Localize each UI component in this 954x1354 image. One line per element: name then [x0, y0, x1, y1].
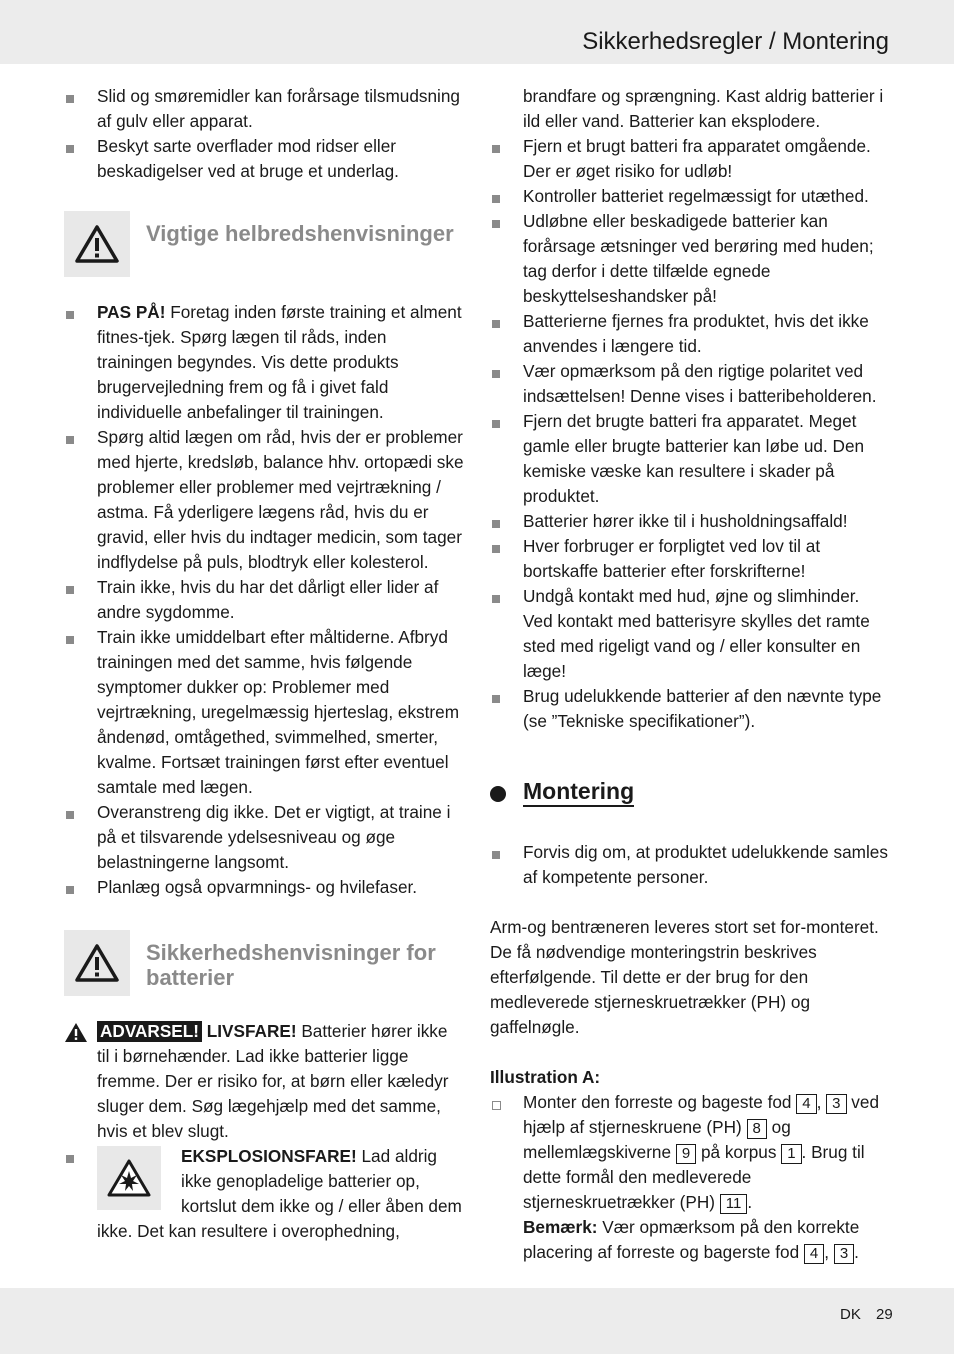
step-list: [490, 1090, 892, 1265]
page-footer: [0, 1288, 954, 1354]
warning-badge: ADVARSEL!: [97, 1021, 202, 1042]
list-item: Forvis dig om, at produktet udelukkende samles af kompetente personer.: [490, 840, 892, 890]
list-item: Train ikke, hvis du har det dårligt eller lider af andre sygdomme.: [64, 575, 464, 625]
battery-list: [64, 1019, 464, 1244]
step-text: Monter den forreste og bageste fod: [523, 1092, 797, 1112]
list-item: Overanstreng dig ikke. Det er vigtigt, at traine i på et tilsvarende ydelsesniveau og øge belastningerne langsomt.: [64, 800, 464, 875]
page-title: Sikkerhedsregler / Montering: [582, 28, 889, 55]
part-number: 11: [720, 1194, 748, 1214]
warning-icon: [64, 211, 130, 277]
list-item: Fjern et brugt batteri fra apparatet omgående. Der er øget risiko for udløb!: [490, 134, 892, 184]
warning-triangle-icon: [64, 1022, 88, 1050]
list-item: Udløbne eller beskadigede batterier kan forårsage ætsninger ved berøring med huden; tag derfor i dette tilfælde egnede beskyttelseshandsker på!: [490, 209, 892, 309]
list-item: Undgå kontakt med hud, øjne og slimhinder. Ved kontakt med batterisyre skylles det ramte sted med rigeligt vand og / eller konsulter en læge!: [490, 584, 892, 684]
part-number: 9: [676, 1144, 696, 1164]
part-number: 4: [796, 1094, 816, 1114]
step-text: Vær opmærksom på den korrekte placering af forreste og bagerste fod: [523, 1217, 860, 1262]
continued-text: brandfare og sprængning. Kast aldrig batterier i ild eller vand. Batterier kan eksplodere.: [523, 86, 884, 131]
list-item: Batterier hører ikke til i husholdningsaffald!: [490, 509, 892, 534]
step-text: ved hjælp af stjerneskruene (PH): [523, 1092, 880, 1137]
list-item: Slid og smøremidler kan forårsage tilsmudsning af gulv eller apparat.: [64, 84, 464, 134]
left-column: [64, 84, 464, 1244]
step-text: på korpus: [696, 1142, 782, 1162]
bullet-dot-icon: [490, 786, 506, 802]
list-item: [64, 1144, 464, 1244]
right-column: [490, 84, 892, 1265]
list-item-text: Foretag inden første training et alment fitnes-tjek. Spørg lægen til råds, inden trainingen begyndes. Vis dette produkts brugervejledning frem og få i givet fald individuelle anbefalinger til trainingen.: [97, 302, 462, 422]
list-item: Planlæg også opvarmnings- og hvilefaser.: [64, 875, 464, 900]
montering-paragraph: Arm-og bentræneren leveres stort set for-monteret. De få nødvendige monteringstrin beskrives efterfølgende. Til dette er der brug for den medleverede stjerneskruetrækker (PH) og gaffelnøgle.: [490, 917, 879, 1037]
list-item: Vær opmærksom på den rigtige polaritet ved indsættelsen! Denne vises i batteribeholderen.: [490, 359, 892, 409]
caution-label: PAS PÅ!: [97, 302, 166, 322]
list-item: Train ikke umiddelbart efter måltiderne. Afbryd trainingen med det samme, hvis følgende symptomer dukker op: Problemer med vejrtrækning, uregelmæssig hjerteslag, ekstrem åndenød, omtågethed, svimmelhed, smerter, kvalme. Fortsæt trainingen først efter eventuel samtale med lægen.: [64, 625, 464, 800]
section-title: Montering: [523, 778, 634, 807]
danger-label: LIVSFARE!: [206, 1021, 297, 1041]
list-item-text: Batterier hører ikke til i børnehænder. Lad ikke batterier ligge fremme. Der er risiko for, at børn eller kæledyr sluger dem. Søg lægehjælp med det samme, hvis et blev slugt.: [97, 1021, 449, 1141]
list-item: [64, 300, 464, 425]
montering-heading: [490, 778, 892, 808]
intro-list: [64, 84, 464, 184]
section-title: Sikkerhedshenvisninger for batterier: [146, 940, 436, 990]
montering-list: [490, 840, 892, 890]
part-number: 4: [804, 1244, 824, 1264]
list-item: Beskyt sarte overflader mod ridser eller beskadigelser ved at bruge et underlag.: [64, 134, 464, 184]
list-item: Fjern det brugte batteri fra apparatet. Meget gamle eller brugte batterier kan løbe ud. Den kemiske væske kan resultere i skader på produktet.: [490, 409, 892, 509]
step-text: ,: [824, 1242, 834, 1262]
step-text: .: [854, 1242, 859, 1262]
health-list: [64, 300, 464, 900]
step-text: ,: [816, 1092, 827, 1112]
explosion-hazard-icon: [97, 1146, 161, 1210]
illustration-heading: Illustration A:: [490, 1067, 601, 1087]
list-item: [64, 1019, 464, 1144]
list-item-text: Lad aldrig ikke genopladelige batterier op, kortslut dem ikke og / eller åben dem ikke. Det kan resultere i overophedning,: [97, 1146, 462, 1241]
health-section-heading: [64, 211, 464, 277]
part-number: 8: [747, 1119, 767, 1139]
part-number: 3: [826, 1094, 846, 1114]
part-number: 3: [834, 1244, 854, 1264]
step-text: og mellemlægskiverne: [523, 1117, 791, 1162]
explosion-label: EKSPLOSIONSFARE!: [181, 1146, 357, 1166]
step-text: .: [747, 1192, 753, 1212]
section-title: Vigtige helbredshenvisninger: [146, 221, 454, 246]
page-header: [0, 0, 954, 64]
list-item: Hver forbruger er forpligtet ved lov til at bortskaffe batterier efter forskrifterne!: [490, 534, 892, 584]
page-number: 29: [876, 1306, 893, 1323]
step-text: . Brug til dette formål den medleverede stjerneskruetrækker (PH): [523, 1142, 865, 1212]
part-number: 1: [781, 1144, 801, 1164]
battery-list-continued: [490, 134, 892, 734]
step-item: [490, 1090, 892, 1265]
language-code: DK: [840, 1306, 861, 1323]
list-item: Spørg altid lægen om råd, hvis der er problemer med hjerte, kredsløb, balance hhv. ortopædi ske problemer eller problemer med vejrtrækning / astma. Få yderligere lægens råd, hvis du er gravid, eller hvis du indtager medicin, som tager indflydelse på puls, blodtryk eller kolesterol.: [64, 425, 464, 575]
list-item: Batterierne fjernes fra produktet, hvis det ikke anvendes i længere tid.: [490, 309, 892, 359]
list-item: Brug udelukkende batterier af den nævnte type (se ”Tekniske specifikationer”).: [490, 684, 892, 734]
note-label: Bemærk:: [523, 1217, 598, 1237]
list-item: Kontroller batteriet regelmæssigt for utæthed.: [490, 184, 892, 209]
warning-icon: [64, 930, 130, 996]
battery-section-heading: [64, 930, 464, 996]
